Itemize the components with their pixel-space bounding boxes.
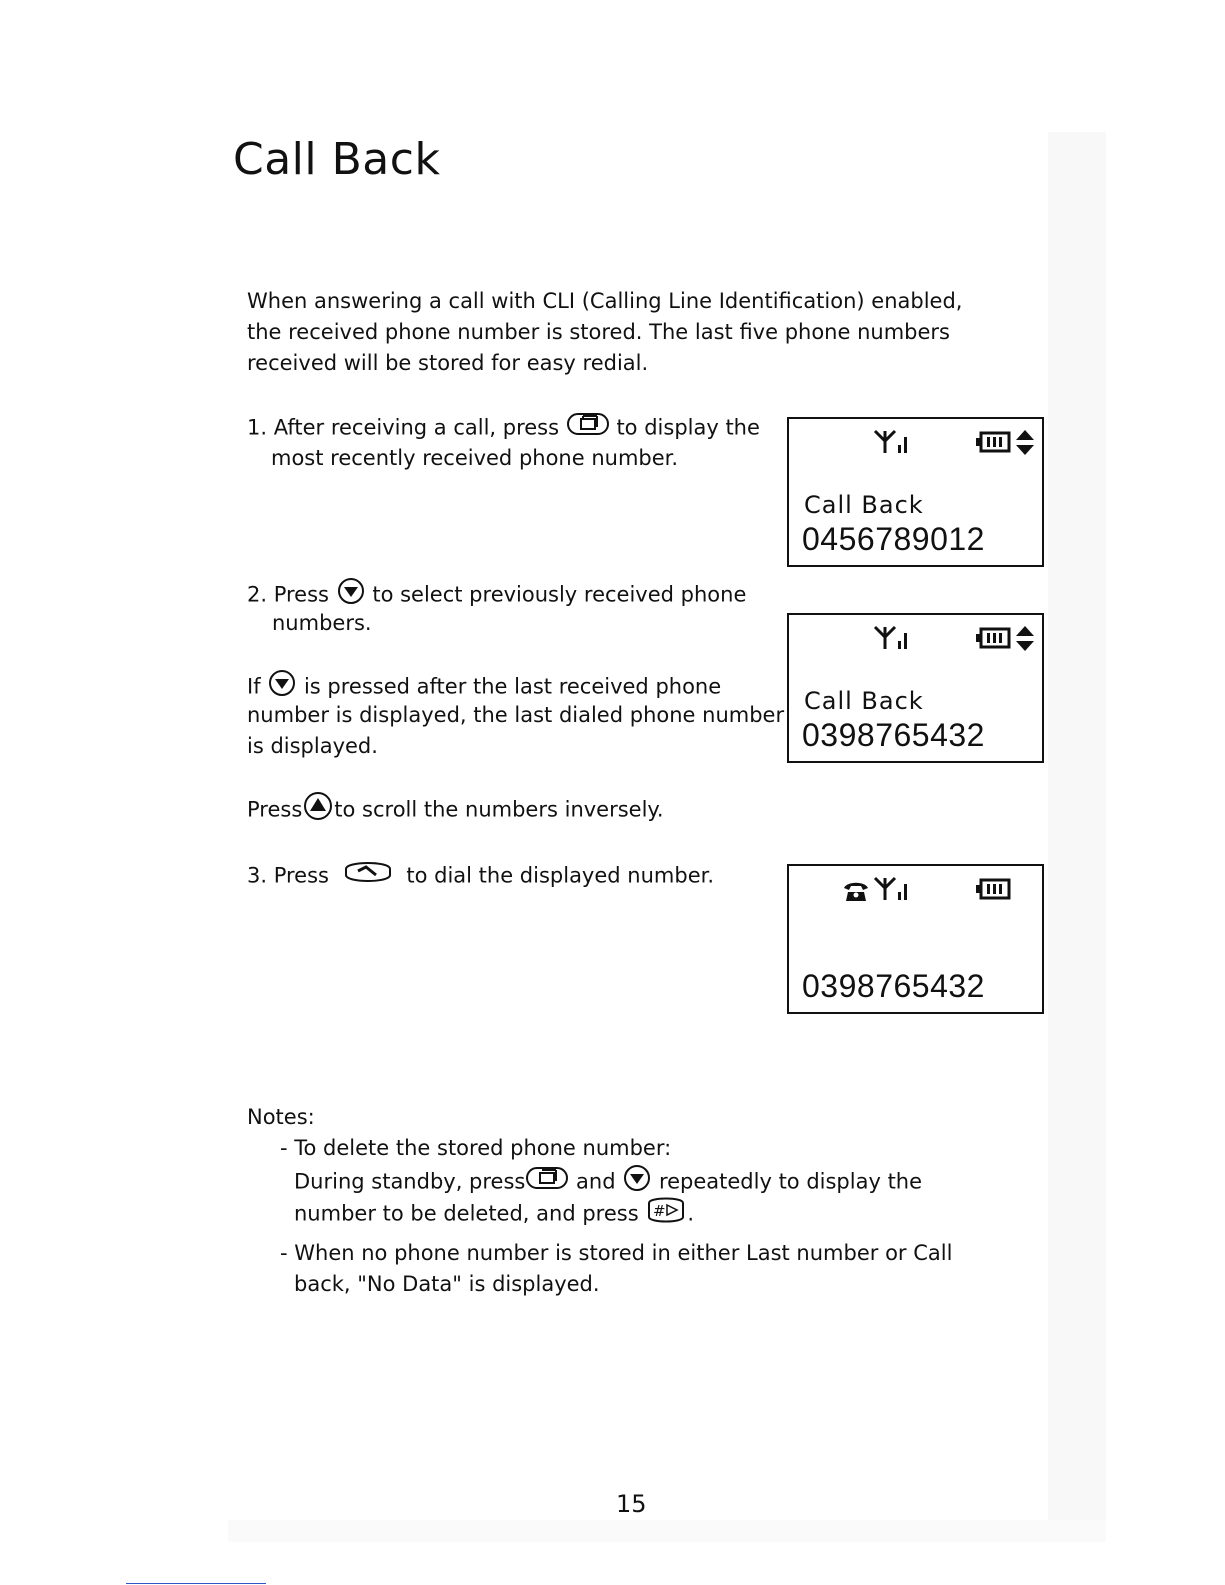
if-text-a: If <box>247 674 261 699</box>
handset-icon <box>843 880 869 902</box>
note1-line-3 <box>294 1195 694 1234</box>
step1-line-1 <box>247 412 760 445</box>
lcd-number: 0456789012 <box>802 521 985 557</box>
battery-icon <box>975 431 1011 453</box>
if-text-b: is pressed after the last received phone <box>303 674 722 699</box>
note1-text-b: and <box>576 1169 616 1194</box>
talk-key-icon <box>342 857 394 896</box>
step2-line-2: numbers. <box>272 611 372 635</box>
svg-text:#: # <box>653 1202 666 1220</box>
scroll-text-a: Press <box>247 797 303 822</box>
lcd-label: Call Back <box>804 491 924 519</box>
if-line-3: is displayed. <box>247 734 378 758</box>
lcd-number: 0398765432 <box>802 717 985 753</box>
lcd-label: Call Back <box>804 687 924 715</box>
step1-text-b: to display the <box>616 415 760 440</box>
page-title: Call Back <box>233 134 441 185</box>
step2-text-b: to select previously received phone <box>372 582 747 607</box>
footer-link-line <box>126 1583 266 1584</box>
lcd-display-1 <box>787 417 1044 567</box>
page-shade-right <box>1048 132 1106 1532</box>
menu-key-icon <box>566 412 610 445</box>
scroll-text-b: to scroll the numbers inversely. <box>334 797 664 822</box>
note1-text-d: number to be deleted, and press <box>294 1201 639 1226</box>
intro-line-1: When answering a call with CLI (Calling Line Identification) enabled, <box>247 289 963 313</box>
up-arrow-key-icon <box>302 791 334 830</box>
scroll-line <box>247 791 664 830</box>
step1-line-2: most recently received phone number. <box>271 446 679 470</box>
notes-heading: Notes: <box>247 1105 315 1129</box>
page-number: 15 <box>616 1490 647 1518</box>
scroll-arrows-icon <box>1015 625 1035 653</box>
signal-icon <box>873 874 915 904</box>
intro-line-3: received will be stored for easy redial. <box>247 351 649 375</box>
hash-key-icon <box>645 1195 687 1234</box>
intro-line-2: the received phone number is stored. The last five phone numbers <box>247 320 950 344</box>
signal-icon <box>873 427 915 457</box>
note2-line-2: back, "No Data" is displayed. <box>294 1272 600 1296</box>
battery-icon <box>975 878 1011 900</box>
note1-text-a: During standby, press <box>294 1169 526 1194</box>
step3-line <box>247 857 714 896</box>
step3-text-b: to dial the displayed number. <box>406 863 714 888</box>
signal-icon <box>873 623 915 653</box>
battery-icon <box>975 627 1011 649</box>
lcd-number: 0398765432 <box>802 968 985 1004</box>
step1-text-a: 1. After receiving a call, press <box>247 415 560 440</box>
lcd-display-3 <box>787 864 1044 1014</box>
if-line-2: number is displayed, the last dialed phone number <box>247 703 785 727</box>
note2-line-1: - When no phone number is stored in either Last number or Call <box>280 1241 953 1265</box>
scroll-arrows-icon <box>1015 429 1035 457</box>
page-shade-bottom <box>228 1520 1106 1542</box>
note1-line-1: - To delete the stored phone number: <box>280 1136 672 1160</box>
note1-text-e: . <box>687 1201 695 1226</box>
step2-text-a: 2. Press <box>247 582 329 607</box>
step3-text-a: 3. Press <box>247 863 329 888</box>
note1-text-c: repeatedly to display the <box>658 1169 923 1194</box>
lcd-display-2 <box>787 613 1044 763</box>
